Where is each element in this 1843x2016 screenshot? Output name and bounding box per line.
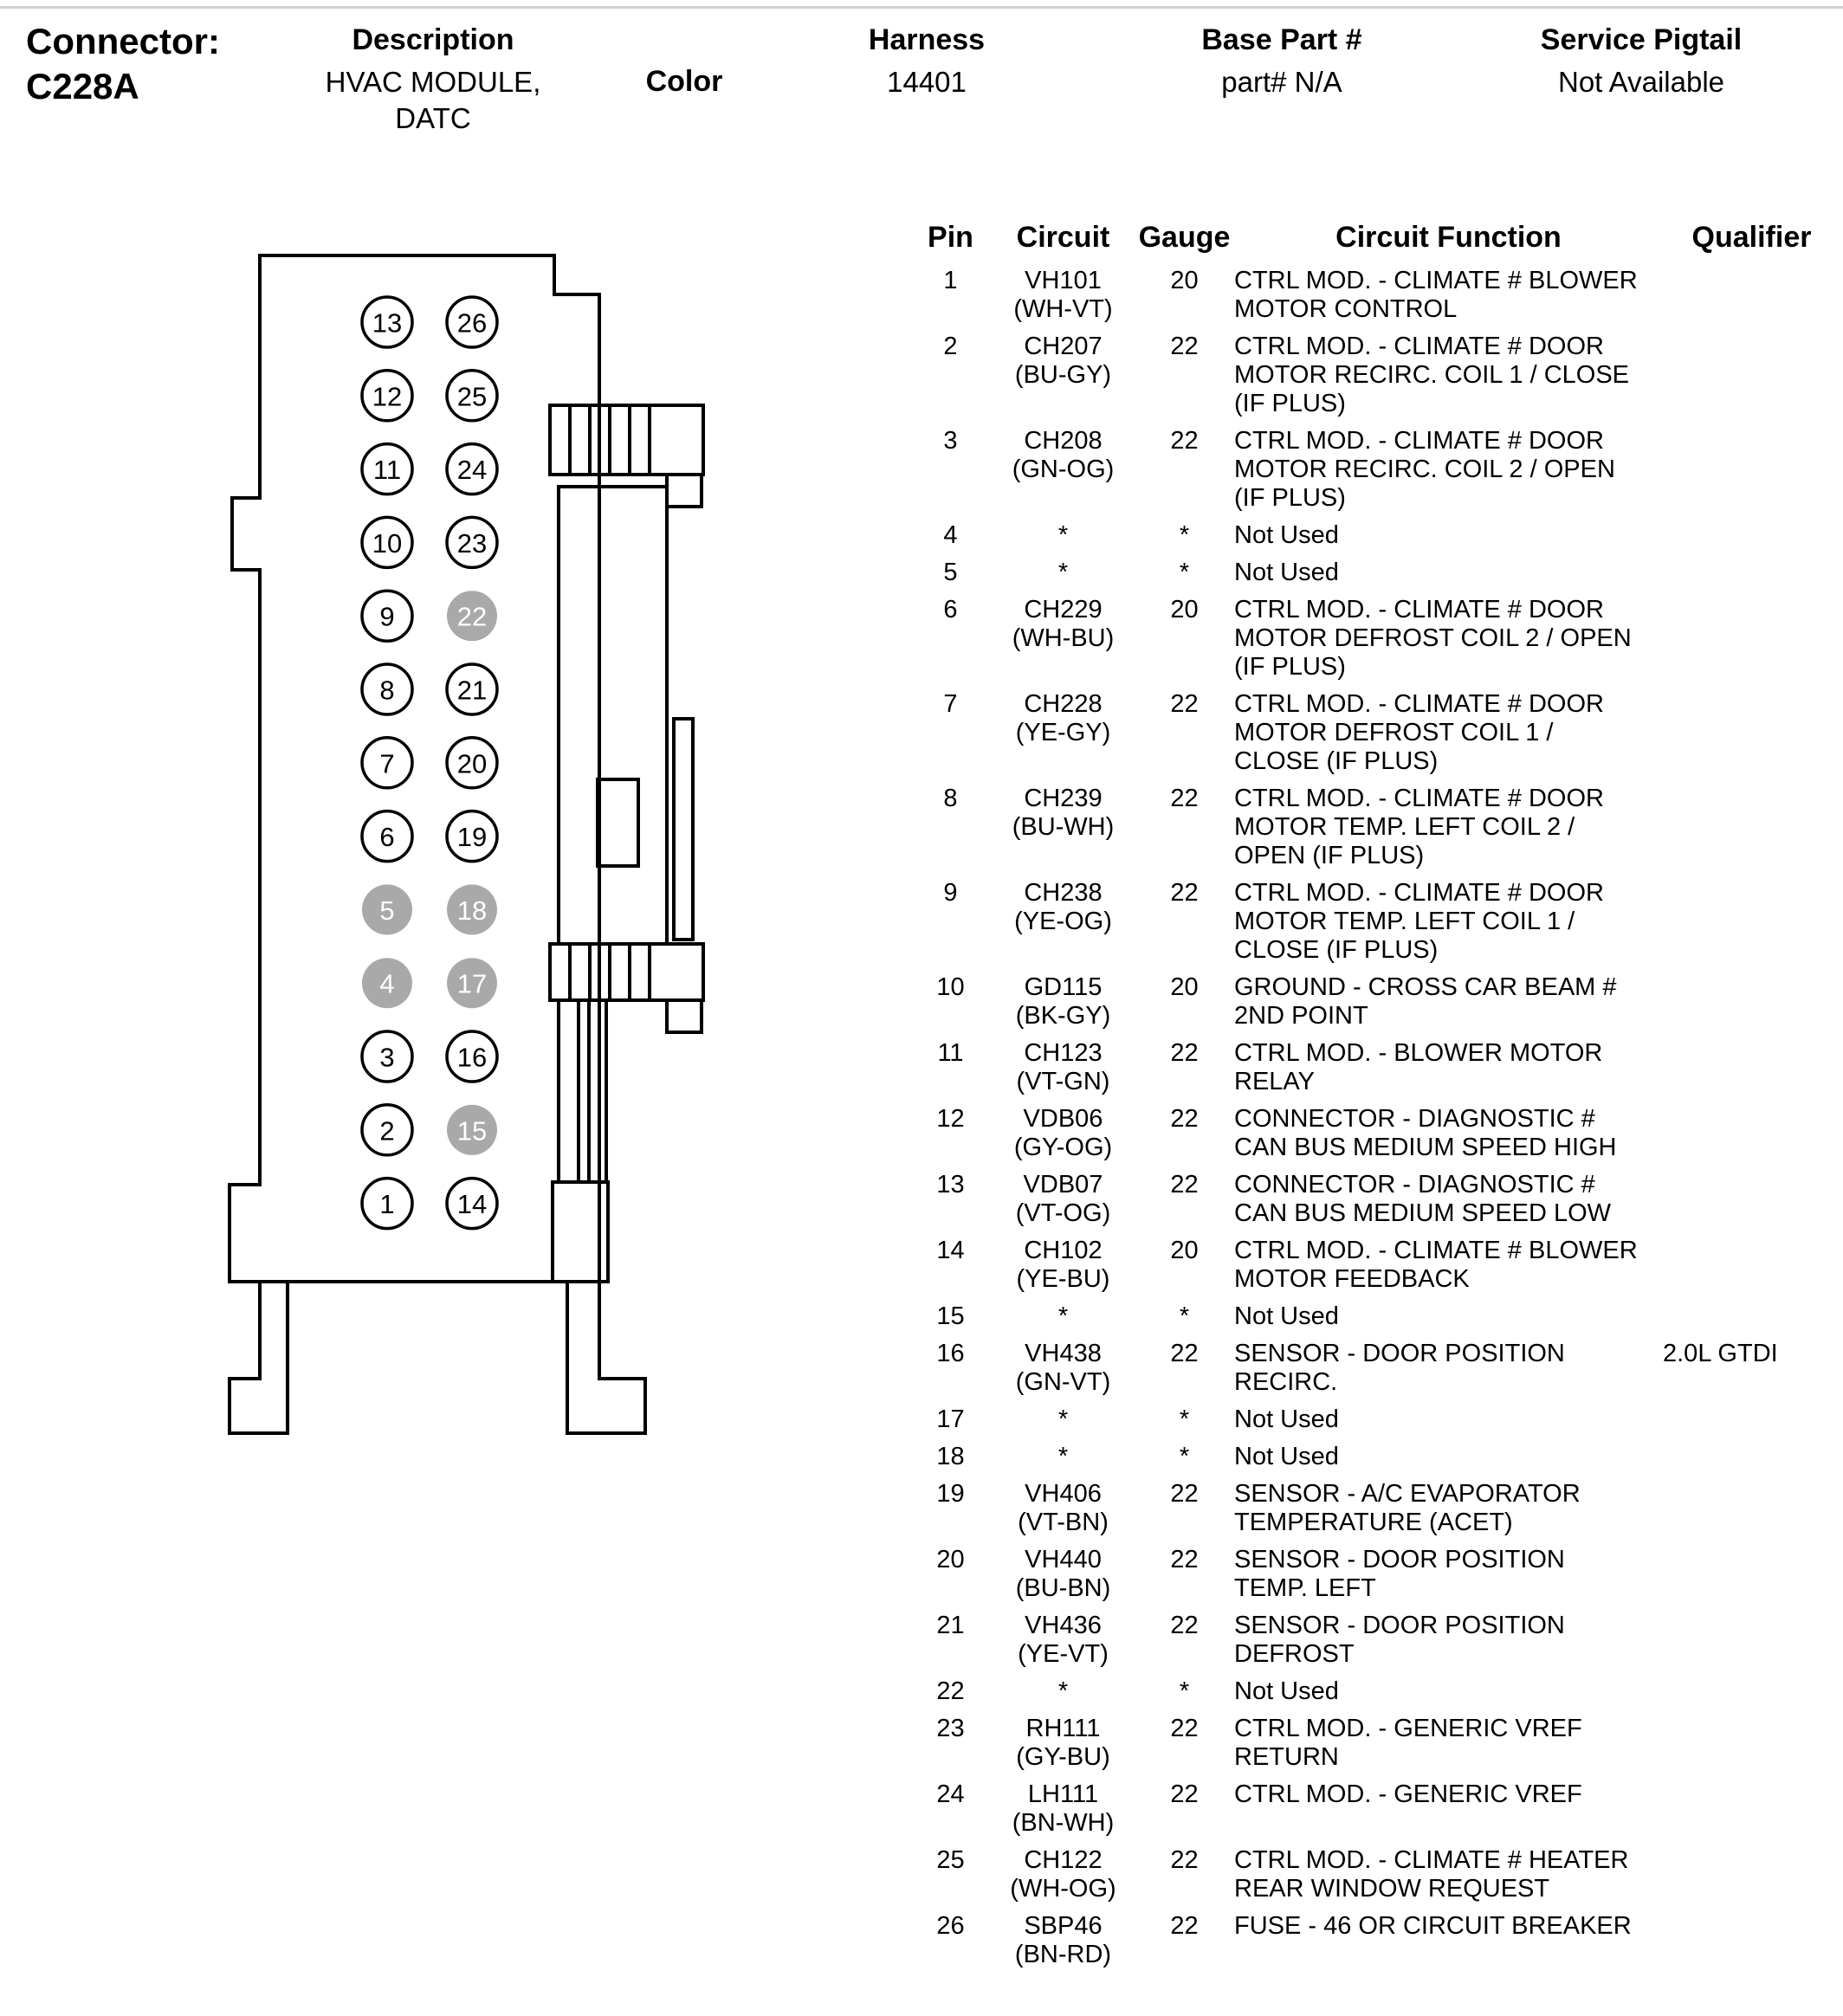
cell-circuit [992,1405,1135,1434]
cell-pin: 8 [943,785,958,812]
circuit-code: SBP46 [1024,1912,1103,1940]
pin-number-5: 5 [379,895,395,926]
connector-foot-left [230,1282,288,1433]
cell-circuit [992,1780,1135,1838]
pin-number-12: 12 [372,381,403,412]
pin-table-row [909,1101,1840,1166]
pin-table-row [909,1438,1840,1476]
pin-number-1: 1 [379,1189,395,1220]
cell-circuit [992,973,1135,1031]
pins-layer [362,297,497,1229]
cell-qualifier [1663,1171,1840,1228]
latch-ladder-top-bars [570,405,650,475]
pin-number-14: 14 [456,1189,488,1220]
cell-pin: 9 [943,879,958,907]
cell-circuit [992,1912,1135,1969]
base-part-block [1152,23,1412,100]
cell-gauge: 22 [1170,333,1199,360]
cell-qualifier [1663,427,1840,513]
cell-function: GROUND - CROSS CAR BEAM # 2ND POINT [1234,973,1617,1030]
cell-function: SENSOR - DOOR POSITION DEFROST [1234,1612,1565,1668]
pin-table-row [909,1166,1840,1232]
pin-table-row [909,1842,1840,1908]
service-pigtail-value: Not Available [1557,66,1725,98]
col-header-qualifier: Qualifier [1691,221,1812,254]
pin-number-3: 3 [379,1042,395,1073]
cell-gauge: * [1179,1443,1190,1470]
pin-number-16: 16 [456,1042,488,1073]
connector-foot-right [567,1282,645,1433]
pin-number-24: 24 [456,455,488,486]
circuit-color-code: (VT-GN) [1016,1068,1110,1095]
circuit-code: * [1057,1302,1069,1330]
circuit-code: CH122 [1024,1846,1103,1874]
cell-qualifier [1663,1780,1840,1838]
description-value: HVAC MODULE, DATC [325,66,541,134]
cell-function: CTRL MOD. - CLIMATE # DOOR MOTOR TEMP. LEFT COIL 1 / CLOSE (IF PLUS) [1234,879,1604,964]
cell-qualifier [1663,1677,1840,1706]
cell-gauge: 20 [1170,267,1199,294]
circuit-code: VH436 [1025,1612,1102,1639]
cell-function: Not Used [1234,559,1339,586]
cell-circuit [992,596,1135,682]
cell-pin: 1 [943,267,958,294]
cell-function: SENSOR - DOOR POSITION TEMP. LEFT [1234,1546,1565,1602]
cell-gauge: 22 [1170,1039,1199,1067]
pin-table-row [909,1673,1840,1710]
cell-gauge: 22 [1170,1780,1199,1808]
cell-function: FUSE - 46 OR CIRCUIT BREAKER [1234,1912,1632,1940]
pin-table-row [909,1541,1840,1607]
circuit-code: CH102 [1024,1237,1103,1264]
pin-table-row [909,1476,1840,1541]
cell-pin: 10 [936,973,965,1001]
circuit-color-code: (GY-OG) [1013,1134,1113,1161]
pin-number-7: 7 [379,748,395,779]
cell-pin: 3 [943,427,958,455]
circuit-code: CH239 [1024,785,1103,812]
pin-number-13: 13 [372,307,403,339]
circuit-code: VH406 [1025,1480,1102,1508]
cell-circuit [992,785,1135,870]
circuit-code: CH207 [1024,333,1103,360]
circuit-color-code: (VT-BN) [1018,1509,1109,1536]
circuit-color-code: (WH-VT) [1013,295,1113,323]
pin-number-9: 9 [379,601,395,632]
pin-table-row [909,1035,1840,1101]
pin-table-row [909,780,1840,875]
pin-table [909,216,1840,1974]
cell-qualifier [1663,1546,1840,1603]
service-pigtail-label: Service Pigtail [1540,23,1743,56]
cell-qualifier [1663,1105,1840,1162]
cell-function: CONNECTOR - DIAGNOSTIC # CAN BUS MEDIUM SPEED LOW [1234,1171,1612,1227]
cell-circuit [992,690,1135,776]
circuit-code: CH228 [1024,690,1103,718]
latch-body [559,487,667,944]
circuit-code: VH440 [1025,1546,1102,1573]
pin-number-2: 2 [379,1115,395,1147]
cell-pin: 7 [943,690,958,718]
cell-pin: 25 [936,1846,965,1874]
cell-pin: 14 [936,1237,965,1264]
col-header-circuit: Circuit [1016,221,1110,254]
circuit-color-code: (BK-GY) [1015,1002,1111,1030]
cell-qualifier [1663,690,1840,776]
pin-table-row [909,1776,1840,1842]
cell-circuit [992,1340,1135,1397]
harness-block [823,23,1031,100]
pin-number-10: 10 [372,527,403,559]
cell-circuit [992,1039,1135,1096]
pin-table-body [909,262,1840,1974]
circuit-code: VDB06 [1023,1105,1103,1133]
cell-function: CTRL MOD. - CLIMATE # HEATER REAR WINDOW REQUEST [1234,1846,1629,1903]
cell-function: Not Used [1234,1405,1339,1433]
cell-function: Not Used [1234,1302,1339,1330]
cell-function: CTRL MOD. - CLIMATE # DOOR MOTOR RECIRC. COIL 2 / OPEN (IF PLUS) [1234,427,1615,512]
cell-pin: 4 [943,521,958,549]
cell-qualifier [1663,1846,1840,1903]
cell-qualifier [1663,559,1840,587]
cell-pin: 23 [936,1715,965,1742]
cell-pin: 16 [936,1340,965,1367]
circuit-color-code: (YE-BU) [1016,1265,1110,1293]
cell-gauge: 22 [1170,1715,1199,1742]
cell-qualifier [1663,1039,1840,1096]
pin-number-26: 26 [456,307,488,339]
pin-table-row [909,1232,1840,1298]
connector-label: Connector: [26,21,220,61]
cell-qualifier [1663,1302,1840,1331]
circuit-color-code: (WH-BU) [1012,624,1115,652]
circuit-code: RH111 [1025,1715,1101,1742]
pin-number-8: 8 [379,675,395,706]
color-label: Color [645,65,723,98]
circuit-code: * [1057,1443,1069,1470]
cell-function: Not Used [1234,1677,1339,1705]
circuit-code: CH208 [1024,427,1103,455]
circuit-code: CH123 [1024,1039,1103,1067]
circuit-color-code: (GY-BU) [1016,1743,1110,1771]
pin-table-row [909,262,1840,328]
circuit-code: * [1057,1677,1069,1705]
cell-circuit [992,1677,1135,1706]
cell-qualifier [1663,521,1840,550]
cell-gauge: * [1179,559,1190,586]
circuit-code: * [1057,559,1069,586]
circuit-code: VH438 [1025,1340,1102,1367]
cell-qualifier [1663,1405,1840,1434]
latch-tab-bottom [667,1000,702,1032]
cell-function: CTRL MOD. - CLIMATE # DOOR MOTOR DEFROST COIL 2 / OPEN (IF PLUS) [1234,596,1632,681]
latch-window [598,779,638,866]
pin-number-17: 17 [456,968,488,999]
connector-title [26,19,220,109]
cell-gauge: * [1179,1302,1190,1330]
pin-table-row [909,1401,1840,1438]
cell-circuit [992,1546,1135,1603]
cell-circuit [992,879,1135,965]
cell-gauge: 22 [1170,427,1199,455]
cell-qualifier: 2.0L GTDI [1663,1340,1778,1367]
circuit-color-code: (WH-OG) [1010,1875,1116,1903]
base-part-value: part# N/A [1221,66,1342,98]
cell-gauge: 22 [1170,879,1199,907]
description-label: Description [352,23,514,56]
pin-table-row [909,969,1840,1035]
cell-qualifier [1663,1237,1840,1294]
pin-table-row [909,1335,1840,1401]
pin-table-row [909,686,1840,780]
cell-circuit [992,1443,1135,1471]
cell-qualifier [1663,879,1840,965]
cell-circuit [992,427,1135,513]
latch-ladder-top [550,405,703,475]
latch-tab-top [667,475,702,507]
cell-pin: 26 [936,1912,965,1940]
cell-gauge: * [1179,521,1190,549]
cell-pin: 24 [936,1780,965,1808]
harness-value: 14401 [887,66,967,98]
pin-number-6: 6 [379,822,395,853]
cell-gauge: 20 [1170,596,1199,624]
col-header-function: Circuit Function [1335,221,1562,254]
col-header-pin: Pin [928,221,973,254]
cell-gauge: * [1179,1405,1190,1433]
cell-pin: 13 [936,1171,965,1199]
base-part-label: Base Part # [1201,23,1362,56]
pin-number-20: 20 [456,748,488,779]
cell-gauge: 22 [1170,1340,1199,1367]
circuit-color-code: (GN-OG) [1012,456,1115,483]
pin-number-25: 25 [456,381,488,412]
cell-qualifier [1663,267,1840,324]
cell-qualifier [1663,1443,1840,1471]
cell-qualifier [1663,596,1840,682]
pin-number-19: 19 [456,822,488,853]
top-divider [0,6,1843,9]
cell-function: Not Used [1234,1443,1339,1470]
cell-function: CTRL MOD. - CLIMATE # DOOR MOTOR RECIRC. COIL 1 / CLOSE (IF PLUS) [1234,333,1630,417]
circuit-code: CH238 [1024,879,1103,907]
cell-gauge: 22 [1170,1612,1199,1639]
circuit-color-code: (BN-WH) [1012,1809,1115,1837]
cell-function: CTRL MOD. - GENERIC VREF RETURN [1234,1715,1582,1771]
circuit-code: CH229 [1024,596,1103,624]
cell-function: Not Used [1234,521,1339,549]
cell-qualifier [1663,1912,1840,1969]
service-pigtail-block [1507,23,1775,100]
cell-function: CTRL MOD. - BLOWER MOTOR RELAY [1234,1039,1603,1095]
cell-gauge: 22 [1170,1171,1199,1199]
pin-table-row [909,1298,1840,1335]
cell-circuit [992,267,1135,324]
circuit-code: VH101 [1025,267,1102,294]
cell-gauge: 20 [1170,1237,1199,1264]
harness-label: Harness [868,23,986,56]
pin-number-21: 21 [456,675,488,706]
cell-qualifier [1663,333,1840,418]
cell-circuit [992,1302,1135,1331]
cell-gauge: 22 [1170,785,1199,812]
pin-table-row [909,423,1840,517]
pin-table-header [909,216,1840,262]
pin-number-11: 11 [372,455,402,486]
cell-circuit [992,1715,1135,1772]
cell-pin: 22 [936,1677,965,1705]
cell-pin: 19 [936,1480,965,1508]
cell-gauge: 20 [1170,973,1199,1001]
cell-circuit [992,559,1135,587]
cell-pin: 15 [936,1302,965,1330]
pin-table-row [909,554,1840,591]
latch-rail [674,719,693,940]
circuit-color-code: (YE-OG) [1014,908,1112,935]
cell-pin: 6 [943,596,958,624]
cell-pin: 12 [936,1105,965,1133]
pin-table-row [909,1710,1840,1776]
cell-circuit [992,333,1135,418]
pin-number-22: 22 [456,601,488,632]
cell-function: CTRL MOD. - CLIMATE # DOOR MOTOR DEFROST COIL 1 / CLOSE (IF PLUS) [1234,690,1604,775]
pin-table-row [909,875,1840,969]
circuit-color-code: (VT-OG) [1015,1199,1111,1227]
cell-pin: 11 [937,1039,964,1067]
cell-function: SENSOR - DOOR POSITION RECIRC. [1234,1340,1565,1396]
cell-gauge: 22 [1170,1480,1199,1508]
cell-pin: 2 [943,333,958,360]
cell-gauge: 22 [1170,1912,1199,1940]
pin-table-row [909,328,1840,423]
cell-function: CTRL MOD. - GENERIC VREF [1234,1780,1582,1808]
cell-qualifier [1663,1480,1840,1537]
description-block [307,23,559,137]
circuit-color-code: (BN-RD) [1014,1941,1112,1968]
cell-pin: 17 [936,1405,965,1433]
cell-qualifier [1663,1612,1840,1669]
circuit-color-code: (BU-WH) [1012,813,1115,841]
connector-body-outline [230,255,599,1282]
cell-qualifier [1663,785,1840,870]
connector-id: C228A [26,66,139,107]
pin-table-row [909,1607,1840,1673]
circuit-color-code: (GN-VT) [1015,1368,1111,1396]
circuit-code: GD115 [1024,973,1103,1001]
cell-circuit [992,1480,1135,1537]
cell-circuit [992,521,1135,550]
cell-function: CTRL MOD. - CLIMATE # DOOR MOTOR TEMP. LEFT COIL 2 / OPEN (IF PLUS) [1234,785,1604,869]
cell-qualifier [1663,973,1840,1031]
circuit-color-code: (BU-GY) [1014,361,1112,389]
cell-gauge: * [1179,1677,1190,1705]
color-block [624,64,745,99]
col-header-gauge: Gauge [1138,221,1231,254]
cell-pin: 21 [936,1612,965,1639]
circuit-code: VDB07 [1023,1171,1103,1199]
circuit-code: LH111 [1027,1780,1099,1808]
cell-circuit [992,1612,1135,1669]
circuit-code: * [1057,1405,1069,1433]
cell-gauge: 22 [1170,1105,1199,1133]
cell-circuit [992,1171,1135,1228]
circuit-color-code: (YE-GY) [1015,719,1111,746]
cell-gauge: 22 [1170,690,1199,718]
latch-ladder-bottom [550,944,703,1000]
cell-pin: 20 [936,1546,965,1573]
cell-circuit [992,1846,1135,1903]
pin-table-row [909,1908,1840,1974]
pin-table-row [909,517,1840,554]
cell-circuit [992,1105,1135,1162]
circuit-code: * [1057,521,1069,549]
cell-pin: 5 [943,559,958,586]
connector-diagram [199,216,736,1472]
cell-circuit [992,1237,1135,1294]
latch-ladder-bottom-bars [570,944,650,1000]
pin-number-23: 23 [456,527,488,559]
cell-function: CONNECTOR - DIAGNOSTIC # CAN BUS MEDIUM SPEED HIGH [1234,1105,1617,1161]
cell-gauge: 22 [1170,1846,1199,1874]
cell-gauge: 22 [1170,1546,1199,1573]
pin-number-15: 15 [456,1115,488,1147]
cell-function: CTRL MOD. - CLIMATE # BLOWER MOTOR CONTROL [1234,267,1638,323]
pin-number-18: 18 [456,895,488,926]
cell-pin: 18 [936,1443,965,1470]
circuit-color-code: (BU-BN) [1015,1574,1111,1602]
cell-qualifier [1663,1715,1840,1772]
cell-function: SENSOR - A/C EVAPORATOR TEMPERATURE (ACET) [1234,1480,1581,1536]
pin-table-row [909,591,1840,686]
guide-rail-left [559,1000,579,1182]
pin-number-4: 4 [379,968,395,999]
cell-function: CTRL MOD. - CLIMATE # BLOWER MOTOR FEEDBACK [1234,1237,1638,1293]
circuit-color-code: (YE-VT) [1018,1640,1109,1668]
